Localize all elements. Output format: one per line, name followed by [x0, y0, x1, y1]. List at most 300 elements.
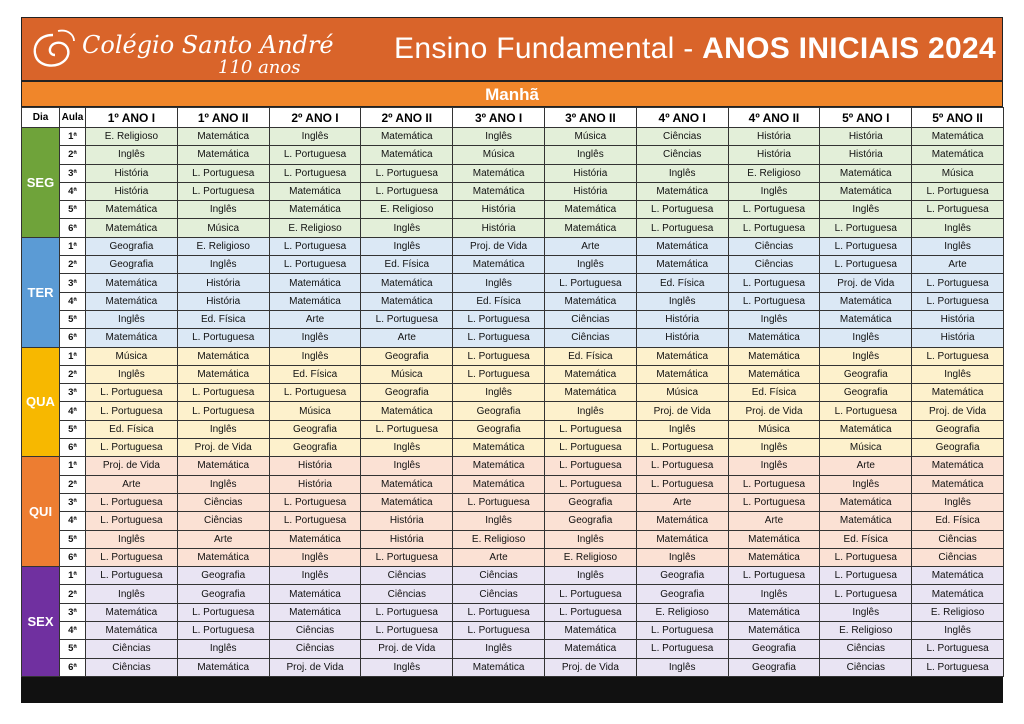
subject-cell: Geografia: [544, 512, 636, 530]
subject-cell: L. Portuguesa: [86, 384, 178, 402]
subject-cell: Matemática: [912, 146, 1004, 164]
subject-cell: E. Religioso: [544, 548, 636, 566]
subject-cell: Matemática: [453, 164, 545, 182]
subject-cell: Matemática: [636, 512, 728, 530]
subject-cell: Matemática: [361, 292, 453, 310]
subject-cell: Proj. de Vida: [361, 640, 453, 658]
swirl-logo-icon: [28, 27, 78, 73]
subject-cell: Inglês: [177, 201, 269, 219]
subject-cell: Matemática: [728, 603, 820, 621]
subject-cell: Inglês: [86, 585, 178, 603]
subject-cell: L. Portuguesa: [544, 603, 636, 621]
subject-cell: História: [820, 128, 912, 146]
column-header: 5º ANO II: [912, 108, 1004, 128]
schedule-table: [21, 107, 1004, 677]
subject-cell: Matemática: [269, 530, 361, 548]
lesson-number: 3ª: [60, 384, 86, 402]
day-label: TER: [22, 237, 60, 347]
subject-cell: Matemática: [453, 256, 545, 274]
lesson-number: 4ª: [60, 402, 86, 420]
subject-cell: L. Portuguesa: [728, 201, 820, 219]
subject-cell: Matemática: [453, 658, 545, 676]
subject-cell: Matemática: [912, 585, 1004, 603]
lesson-number: 1ª: [60, 237, 86, 255]
subject-cell: Matemática: [912, 128, 1004, 146]
table-row: [22, 585, 1004, 603]
subject-cell: Inglês: [453, 640, 545, 658]
lesson-number: 3ª: [60, 164, 86, 182]
subject-cell: L. Portuguesa: [361, 603, 453, 621]
table-row: [22, 365, 1004, 383]
subject-cell: Ciências: [86, 640, 178, 658]
subject-cell: Geografia: [544, 493, 636, 511]
table-row: [22, 658, 1004, 676]
lesson-number: 5ª: [60, 640, 86, 658]
column-header: 2º ANO I: [269, 108, 361, 128]
subject-cell: L. Portuguesa: [177, 603, 269, 621]
subject-cell: História: [269, 475, 361, 493]
column-header: 4º ANO I: [636, 108, 728, 128]
subject-cell: História: [177, 274, 269, 292]
column-header: 1º ANO I: [86, 108, 178, 128]
table-row: [22, 640, 1004, 658]
subject-cell: Matemática: [361, 274, 453, 292]
day-label: SEX: [22, 567, 60, 677]
subject-cell: Música: [820, 439, 912, 457]
subject-cell: Inglês: [86, 365, 178, 383]
subject-cell: Música: [544, 128, 636, 146]
subject-cell: Música: [86, 347, 178, 365]
lesson-number: 1ª: [60, 567, 86, 585]
subject-cell: L. Portuguesa: [820, 219, 912, 237]
subject-cell: História: [636, 329, 728, 347]
subject-cell: Música: [177, 219, 269, 237]
subject-cell: Matemática: [544, 384, 636, 402]
subject-cell: Matemática: [728, 530, 820, 548]
subject-cell: Matemática: [269, 292, 361, 310]
subject-cell: Proj. de Vida: [177, 439, 269, 457]
subject-cell: Matemática: [636, 530, 728, 548]
subject-cell: Matemática: [269, 182, 361, 200]
subject-cell: Geografia: [820, 384, 912, 402]
lesson-number: 5ª: [60, 530, 86, 548]
subject-cell: Ed. Física: [86, 420, 178, 438]
subject-cell: Matemática: [544, 640, 636, 658]
subject-cell: Matemática: [361, 493, 453, 511]
subject-cell: L. Portuguesa: [544, 457, 636, 475]
subject-cell: Ciências: [636, 146, 728, 164]
subject-cell: Ciências: [820, 640, 912, 658]
subject-cell: L. Portuguesa: [86, 512, 178, 530]
subject-cell: Matemática: [544, 219, 636, 237]
subject-cell: Inglês: [728, 439, 820, 457]
header-banner: [21, 17, 1003, 81]
subject-cell: L. Portuguesa: [177, 164, 269, 182]
subject-cell: Ciências: [361, 585, 453, 603]
subject-cell: Matemática: [728, 622, 820, 640]
subject-cell: L. Portuguesa: [453, 329, 545, 347]
subject-cell: Geografia: [912, 439, 1004, 457]
subject-cell: L. Portuguesa: [453, 603, 545, 621]
subject-cell: História: [820, 146, 912, 164]
subject-cell: Ciências: [820, 658, 912, 676]
subject-cell: L. Portuguesa: [636, 622, 728, 640]
subject-cell: Matemática: [820, 164, 912, 182]
table-row: [22, 402, 1004, 420]
subject-cell: Matemática: [728, 347, 820, 365]
subject-cell: História: [728, 128, 820, 146]
subject-cell: Matemática: [636, 237, 728, 255]
subject-cell: Arte: [636, 493, 728, 511]
lesson-number: 6ª: [60, 329, 86, 347]
subject-cell: L. Portuguesa: [361, 420, 453, 438]
subject-cell: L. Portuguesa: [636, 439, 728, 457]
subject-cell: Proj. de Vida: [728, 402, 820, 420]
subject-cell: Proj. de Vida: [912, 402, 1004, 420]
day-label: QUA: [22, 347, 60, 457]
subject-cell: Inglês: [636, 548, 728, 566]
subject-cell: Matemática: [86, 329, 178, 347]
subject-cell: Inglês: [453, 384, 545, 402]
table-row: [22, 329, 1004, 347]
lesson-number: 4ª: [60, 182, 86, 200]
subject-cell: Inglês: [912, 365, 1004, 383]
subject-cell: L. Portuguesa: [912, 182, 1004, 200]
table-row: [22, 548, 1004, 566]
subject-cell: Geografia: [269, 420, 361, 438]
lesson-number: 1ª: [60, 457, 86, 475]
subject-cell: Inglês: [361, 439, 453, 457]
subject-cell: Inglês: [728, 457, 820, 475]
lesson-number: 4ª: [60, 622, 86, 640]
subject-cell: L. Portuguesa: [636, 219, 728, 237]
subject-cell: Geografia: [820, 365, 912, 383]
subject-cell: Inglês: [912, 219, 1004, 237]
column-header: 4º ANO II: [728, 108, 820, 128]
subject-cell: Inglês: [544, 567, 636, 585]
subject-cell: L. Portuguesa: [86, 439, 178, 457]
subject-cell: Ciências: [636, 128, 728, 146]
table-row: [22, 128, 1004, 146]
table-header-row: [22, 108, 1004, 128]
subject-cell: Geografia: [361, 347, 453, 365]
subject-cell: L. Portuguesa: [912, 292, 1004, 310]
subject-cell: Arte: [453, 548, 545, 566]
subject-cell: Arte: [86, 475, 178, 493]
subject-cell: L. Portuguesa: [361, 622, 453, 640]
table-row: [22, 292, 1004, 310]
subject-cell: Ed. Física: [544, 347, 636, 365]
subject-cell: Matemática: [544, 292, 636, 310]
subject-cell: Inglês: [86, 530, 178, 548]
period-banner: Manhã: [21, 81, 1003, 107]
subject-cell: Matemática: [361, 475, 453, 493]
subject-cell: Inglês: [177, 256, 269, 274]
subject-cell: História: [177, 292, 269, 310]
subject-cell: Geografia: [912, 420, 1004, 438]
subject-cell: Inglês: [361, 237, 453, 255]
subject-cell: Ciências: [912, 530, 1004, 548]
lesson-number: 6ª: [60, 219, 86, 237]
subject-cell: Matemática: [544, 365, 636, 383]
subject-cell: Ciências: [361, 567, 453, 585]
subject-cell: L. Portuguesa: [636, 201, 728, 219]
subject-cell: L. Portuguesa: [86, 567, 178, 585]
lesson-number: 5ª: [60, 420, 86, 438]
subject-cell: E. Religioso: [728, 164, 820, 182]
subject-cell: Inglês: [544, 146, 636, 164]
subject-cell: L. Portuguesa: [544, 475, 636, 493]
subject-cell: Geografia: [86, 256, 178, 274]
subject-cell: Inglês: [728, 585, 820, 603]
subject-cell: Proj. de Vida: [636, 402, 728, 420]
subject-cell: Matemática: [177, 365, 269, 383]
column-header: 5º ANO I: [820, 108, 912, 128]
subject-cell: Inglês: [269, 567, 361, 585]
subject-cell: Inglês: [453, 512, 545, 530]
subject-cell: E. Religioso: [269, 219, 361, 237]
lesson-number: 2ª: [60, 146, 86, 164]
subject-cell: Música: [269, 402, 361, 420]
subject-cell: Inglês: [820, 201, 912, 219]
subject-cell: L. Portuguesa: [269, 384, 361, 402]
subject-cell: Inglês: [177, 640, 269, 658]
subject-cell: L. Portuguesa: [269, 256, 361, 274]
column-header: Aula: [60, 108, 86, 128]
subject-cell: Inglês: [361, 658, 453, 676]
subject-cell: L. Portuguesa: [453, 622, 545, 640]
subject-cell: Geografia: [453, 420, 545, 438]
table-row: [22, 146, 1004, 164]
subject-cell: Geografia: [177, 585, 269, 603]
subject-cell: Arte: [820, 457, 912, 475]
subject-cell: Matemática: [86, 201, 178, 219]
subject-cell: L. Portuguesa: [820, 585, 912, 603]
subject-cell: L. Portuguesa: [453, 365, 545, 383]
lesson-number: 2ª: [60, 475, 86, 493]
subject-cell: Matemática: [86, 603, 178, 621]
subject-cell: Inglês: [269, 347, 361, 365]
subject-cell: Inglês: [636, 164, 728, 182]
subject-cell: Inglês: [912, 622, 1004, 640]
subject-cell: L. Portuguesa: [269, 493, 361, 511]
subject-cell: Ed. Física: [269, 365, 361, 383]
subject-cell: Matemática: [86, 292, 178, 310]
subject-cell: E. Religioso: [177, 237, 269, 255]
lesson-number: 6ª: [60, 548, 86, 566]
school-anniversary: 110 anos: [218, 57, 301, 78]
subject-cell: Matemática: [820, 310, 912, 328]
subject-cell: Matemática: [269, 201, 361, 219]
subject-cell: Matemática: [453, 182, 545, 200]
subject-cell: Inglês: [728, 310, 820, 328]
subject-cell: Matemática: [177, 128, 269, 146]
subject-cell: Ciências: [177, 493, 269, 511]
table-row: [22, 219, 1004, 237]
subject-cell: L. Portuguesa: [177, 384, 269, 402]
subject-cell: Inglês: [453, 128, 545, 146]
subject-cell: Proj. de Vida: [544, 658, 636, 676]
subject-cell: L. Portuguesa: [728, 274, 820, 292]
subject-cell: Inglês: [636, 292, 728, 310]
subject-cell: Matemática: [820, 292, 912, 310]
subject-cell: L. Portuguesa: [86, 548, 178, 566]
table-row: [22, 603, 1004, 621]
subject-cell: Ciências: [544, 329, 636, 347]
lesson-number: 2ª: [60, 365, 86, 383]
subject-cell: História: [361, 512, 453, 530]
lesson-number: 5ª: [60, 310, 86, 328]
subject-cell: Geografia: [177, 567, 269, 585]
subject-cell: L. Portuguesa: [912, 347, 1004, 365]
subject-cell: L. Portuguesa: [912, 658, 1004, 676]
subject-cell: L. Portuguesa: [453, 310, 545, 328]
subject-cell: Inglês: [269, 128, 361, 146]
subject-cell: Matemática: [177, 658, 269, 676]
subject-cell: L. Portuguesa: [269, 512, 361, 530]
subject-cell: Inglês: [820, 329, 912, 347]
subject-cell: Ed. Física: [820, 530, 912, 548]
subject-cell: Matemática: [912, 384, 1004, 402]
subject-cell: L. Portuguesa: [636, 457, 728, 475]
subject-cell: Matemática: [636, 365, 728, 383]
table-row: [22, 420, 1004, 438]
subject-cell: Inglês: [820, 347, 912, 365]
lesson-number: 4ª: [60, 512, 86, 530]
lesson-number: 3ª: [60, 603, 86, 621]
subject-cell: Inglês: [636, 658, 728, 676]
subject-cell: Matemática: [453, 475, 545, 493]
subject-cell: Proj. de Vida: [453, 237, 545, 255]
subject-cell: L. Portuguesa: [453, 493, 545, 511]
subject-cell: Inglês: [453, 274, 545, 292]
subject-cell: L. Portuguesa: [728, 219, 820, 237]
lesson-number: 5ª: [60, 201, 86, 219]
subject-cell: Ed. Física: [453, 292, 545, 310]
subject-cell: Matemática: [728, 365, 820, 383]
subject-cell: História: [86, 182, 178, 200]
table-row: [22, 530, 1004, 548]
subject-cell: Matemática: [177, 457, 269, 475]
subject-cell: Matemática: [636, 347, 728, 365]
subject-cell: L. Portuguesa: [912, 274, 1004, 292]
table-row: [22, 256, 1004, 274]
subject-cell: Inglês: [361, 457, 453, 475]
subject-cell: Ed. Física: [177, 310, 269, 328]
table-row: [22, 384, 1004, 402]
subject-cell: L. Portuguesa: [820, 256, 912, 274]
subject-cell: L. Portuguesa: [177, 329, 269, 347]
subject-cell: Matemática: [820, 493, 912, 511]
subject-cell: Matemática: [177, 548, 269, 566]
table-row: [22, 475, 1004, 493]
subject-cell: E. Religioso: [912, 603, 1004, 621]
subject-cell: Ciências: [544, 310, 636, 328]
subject-cell: Matemática: [820, 420, 912, 438]
title-bold: ANOS INICIAIS 2024: [702, 32, 996, 65]
subject-cell: E. Religioso: [86, 128, 178, 146]
subject-cell: Matemática: [453, 439, 545, 457]
column-header: 3º ANO II: [544, 108, 636, 128]
school-name: Colégio Santo André: [82, 31, 334, 59]
subject-cell: Geografia: [453, 402, 545, 420]
subject-cell: História: [269, 457, 361, 475]
school-logo: [28, 23, 334, 78]
table-row: [22, 310, 1004, 328]
subject-cell: História: [636, 310, 728, 328]
table-row: [22, 622, 1004, 640]
subject-cell: Matemática: [269, 585, 361, 603]
subject-cell: Matemática: [361, 146, 453, 164]
subject-cell: Matemática: [544, 201, 636, 219]
subject-cell: Inglês: [86, 310, 178, 328]
subject-cell: L. Portuguesa: [820, 402, 912, 420]
subject-cell: Arte: [912, 256, 1004, 274]
subject-cell: Matemática: [86, 219, 178, 237]
table-row: [22, 457, 1004, 475]
subject-cell: História: [86, 164, 178, 182]
lesson-number: 6ª: [60, 439, 86, 457]
table-row: [22, 201, 1004, 219]
subject-cell: Ciências: [728, 256, 820, 274]
subject-cell: Inglês: [86, 146, 178, 164]
table-row: [22, 237, 1004, 255]
subject-cell: Ciências: [269, 640, 361, 658]
subject-cell: E. Religioso: [453, 530, 545, 548]
table-row: [22, 439, 1004, 457]
subject-cell: L. Portuguesa: [728, 567, 820, 585]
day-label: QUI: [22, 457, 60, 567]
subject-cell: L. Portuguesa: [544, 274, 636, 292]
subject-cell: História: [728, 146, 820, 164]
subject-cell: História: [453, 219, 545, 237]
lesson-number: 3ª: [60, 274, 86, 292]
subject-cell: Matemática: [86, 274, 178, 292]
subject-cell: Ciências: [86, 658, 178, 676]
subject-cell: Ciências: [177, 512, 269, 530]
subject-cell: L. Portuguesa: [177, 402, 269, 420]
subject-cell: L. Portuguesa: [453, 347, 545, 365]
subject-cell: L. Portuguesa: [544, 585, 636, 603]
lesson-number: 2ª: [60, 585, 86, 603]
subject-cell: L. Portuguesa: [728, 292, 820, 310]
subject-cell: Matemática: [912, 475, 1004, 493]
subject-cell: Matemática: [177, 146, 269, 164]
subject-cell: História: [453, 201, 545, 219]
subject-cell: L. Portuguesa: [636, 640, 728, 658]
subject-cell: Matemática: [820, 512, 912, 530]
subject-cell: História: [544, 182, 636, 200]
subject-cell: Inglês: [820, 603, 912, 621]
subject-cell: Inglês: [269, 329, 361, 347]
subject-cell: L. Portuguesa: [728, 475, 820, 493]
subject-cell: Geografia: [728, 640, 820, 658]
column-header: Dia: [22, 108, 60, 128]
subject-cell: Arte: [269, 310, 361, 328]
subject-cell: L. Portuguesa: [86, 402, 178, 420]
subject-cell: L. Portuguesa: [912, 640, 1004, 658]
table-row: [22, 274, 1004, 292]
subject-cell: Ciências: [453, 585, 545, 603]
subject-cell: Arte: [177, 530, 269, 548]
subject-cell: L. Portuguesa: [544, 439, 636, 457]
column-header: 3º ANO I: [453, 108, 545, 128]
subject-cell: Ciências: [912, 548, 1004, 566]
subject-cell: Inglês: [636, 420, 728, 438]
subject-cell: Música: [636, 384, 728, 402]
subject-cell: História: [544, 164, 636, 182]
subject-cell: Inglês: [912, 493, 1004, 511]
